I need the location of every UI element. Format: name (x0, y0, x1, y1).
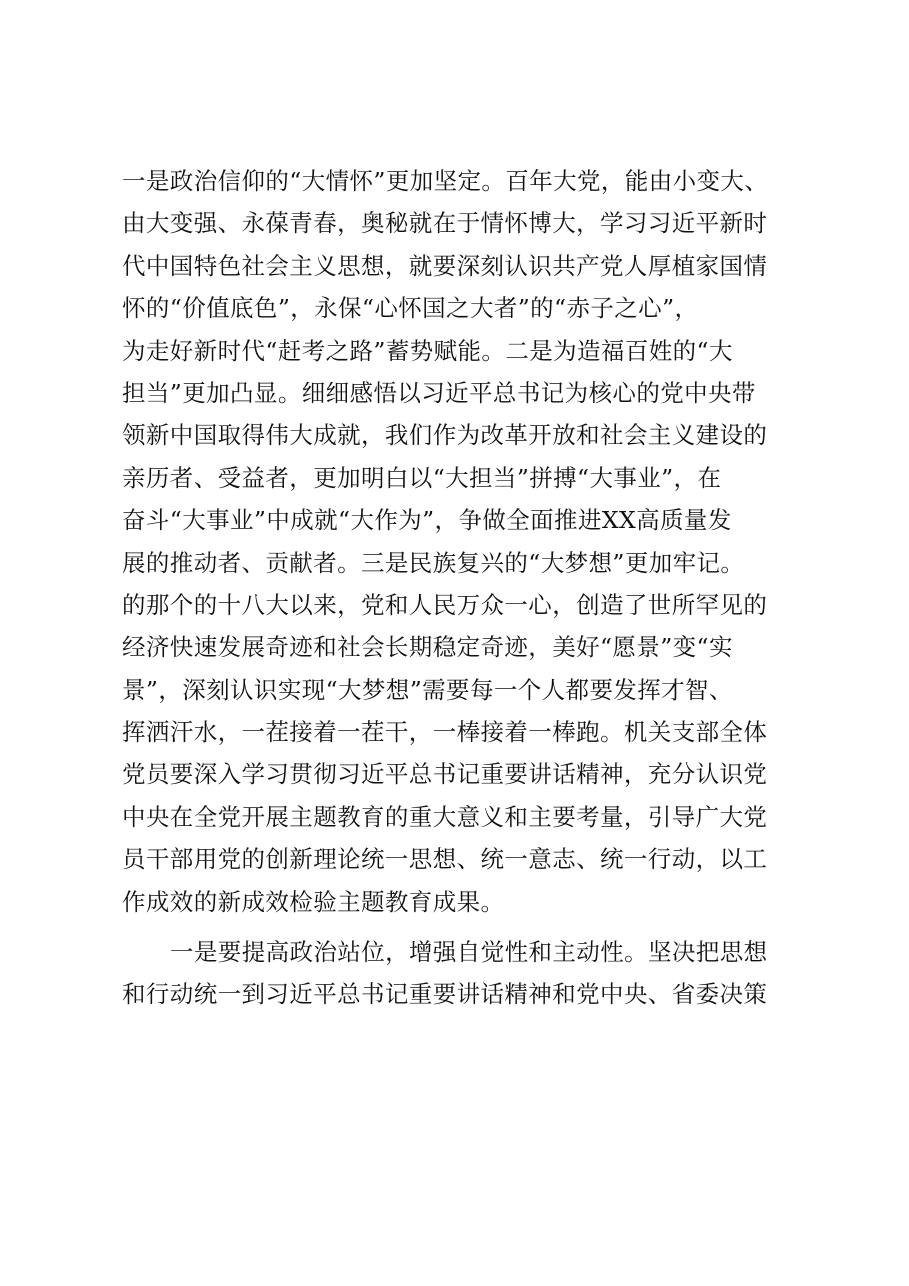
paragraph (122, 931, 787, 1016)
text-line: 的那个的十八大以来，党和人民万众一心，创造了世所罕见的 (122, 590, 768, 619)
text-line: 亲历者、受益者，更加明白以“大担当”拼搏“大事业”，在 (122, 463, 722, 492)
text-line: 为走好新时代“赶考之路”蓄势赋能。二是为造福百姓的“大 (122, 336, 733, 365)
paragraph (122, 160, 787, 923)
text-line: 中央在全党开展主题教育的重大意义和主要考量，引导广大党 (122, 802, 768, 831)
text-line: 经济快速发展奇迹和社会长期稳定奇迹，美好“愿景”变“实 (122, 633, 733, 662)
text-line: 奋斗“大事业”中成就“大作为”，争做全面推进XX高质量发 (122, 506, 732, 535)
text-line: 由大变强、永葆青春，奥秘就在于情怀博大，学习习近平新时 (122, 209, 768, 238)
text-line: 一是要提高政治站位，增强自觉性和主动性。坚决把思想 (170, 938, 768, 967)
text-line: 作成效的新成效检验主题教育成果。 (122, 887, 505, 916)
text-line: 景”，深刻认识实现“大梦想”需要每一个人都要发挥才智、 (122, 675, 733, 704)
text-line: 担当”更加凸显。细细感悟以习近平总书记为核心的党中央带 (122, 378, 756, 407)
text-line: 党员要深入学习贯彻习近平总书记重要讲话精神，充分认识党 (122, 760, 768, 789)
text-line: 怀的“价值底色”，永保“心怀国之大者”的“赤子之心”， (122, 294, 699, 323)
paragraph-gap (122, 923, 787, 931)
text-line: 员干部用党的创新理论统一思想、统一意志、统一行动，以工 (122, 845, 768, 874)
text-line: 领新中国取得伟大成就，我们作为改革开放和社会主义建设的 (122, 421, 768, 450)
text-line: 展的推动者、贡献者。三是民族复兴的“大梦想”更加牢记。 (122, 548, 745, 577)
text-line: 挥洒汗水，一茬接着一茬干，一棒接着一棒跑。机关支部全体 (122, 718, 768, 747)
text-line: 代中国特色社会主义思想，就要深刻认识共产党人厚植家国情 (122, 251, 768, 280)
text-line: 一是政治信仰的“大情怀”更加坚定。百年大党，能由小变大、 (122, 167, 769, 195)
text-line: 和行动统一到习近平总书记重要讲话精神和党中央、省委决策 (122, 980, 768, 1009)
document-body (122, 160, 787, 1016)
